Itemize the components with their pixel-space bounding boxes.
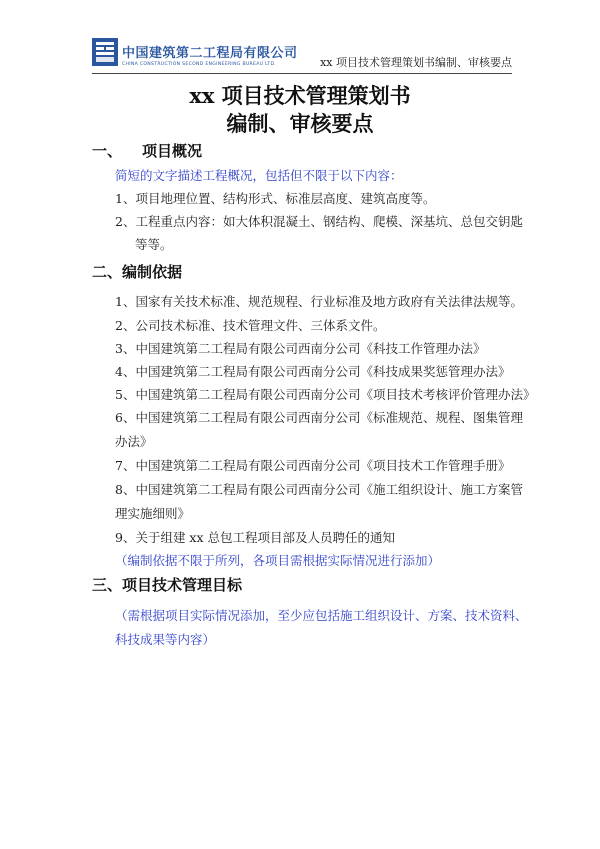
list-item: 6、中国建筑第二工程局有限公司西南分公司《标准规范、规程、图集管理 [115, 410, 523, 425]
list-item: 9、关于组建 xx 总包工程项目部及人员聘任的通知 [115, 530, 395, 545]
section-3-note-line: （需根据项目实际情况添加，至少应包括施工组织设计、方案、技术资料、 [115, 608, 528, 623]
company-name-en: CHINA CONSTRUCTION SECOND ENGINEERING BUREAU LTD. [122, 62, 277, 67]
section-2-heading: 二、编制依据 [92, 263, 183, 281]
list-item: 4、中国建筑第二工程局有限公司西南分公司《科技成果奖惩管理办法》 [115, 364, 511, 379]
page-header [92, 38, 512, 74]
cscec-logo-icon [92, 38, 118, 66]
section-3-note-line: 科技成果等内容） [115, 632, 216, 647]
list-item: 办法》 [115, 434, 153, 449]
section-1-heading [92, 140, 202, 161]
list-item: 理实施细则》 [115, 506, 191, 521]
list-item: 2、工程重点内容：如大体积混凝土、钢结构、爬模、深基坑、总包交钥匙 [115, 214, 523, 229]
section-3-heading: 三、项目技术管理目标 [92, 576, 243, 594]
company-name-block [122, 42, 298, 67]
company-name-cn: 中国建筑第二工程局有限公司 [122, 46, 298, 61]
list-item: 等等。 [135, 237, 173, 252]
header-doc-ref: xx 项目技术管理策划书编制、审核要点 [320, 56, 512, 69]
document-subtitle: 编制、审核要点 [226, 111, 374, 136]
list-item: 1、项目地理位置、结构形式、标准层高度、建筑高度等。 [115, 191, 436, 206]
section-1-title: 项目概况 [142, 142, 203, 160]
list-item: 7、中国建筑第二工程局有限公司西南分公司《项目技术工作管理手册》 [115, 458, 511, 473]
section-2-note: （编制依据不限于所列，各项目需根据实际情况进行添加） [115, 553, 441, 568]
list-item: 3、中国建筑第二工程局有限公司西南分公司《科技工作管理办法》 [115, 341, 486, 356]
document-title: xx 项目技术管理策划书 [189, 83, 411, 108]
list-item: 8、中国建筑第二工程局有限公司西南分公司《施工组织设计、施工方案管 [115, 482, 523, 497]
list-item: 2、公司技术标准、技术管理文件、三体系文件。 [115, 318, 386, 333]
list-item: 1、国家有关技术标准、规范规程、行业标准及地方政府有关法律法规等。 [115, 294, 523, 309]
list-item: 5、中国建筑第二工程局有限公司西南分公司《项目技术考核评价管理办法》 [115, 387, 536, 402]
section-1-intro: 简短的文字描述工程概况，包括但不限于以下内容： [115, 168, 403, 183]
header-divider [92, 73, 512, 74]
section-1-number: 一、 [92, 142, 123, 160]
